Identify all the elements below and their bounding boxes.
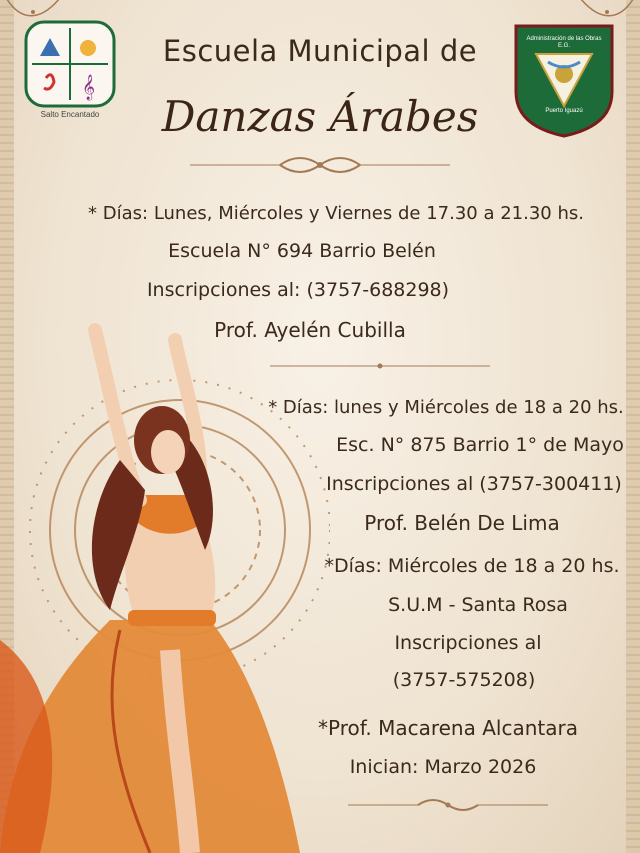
schedule-3-phone: (3757-575208) xyxy=(392,669,536,691)
shield-bottom-text: Puerto Iguazú xyxy=(545,108,583,114)
schedule-3-days: *Días: Miércoles de 18 a 20 hs. xyxy=(324,555,620,577)
schedule-3-teacher: *Prof. Macarena Alcantara xyxy=(318,716,578,740)
schedule-2-days: * Días: lunes y Miércoles de 18 a 20 hs. xyxy=(268,397,624,418)
shield-top-text: Administración de las Obras E.G. xyxy=(526,36,602,49)
corner-flourish-right xyxy=(570,0,640,24)
title-divider-ornament xyxy=(190,150,450,180)
schedule-1-place: Escuela N° 694 Barrio Belén xyxy=(168,240,436,262)
schedule-1-days: * Días: Lunes, Miércoles y Viernes de 17.30 a 21.30 hs. xyxy=(88,203,584,224)
svg-text:𝄞: 𝄞 xyxy=(82,75,96,100)
schedule-2-inscriptions: Inscripciones al (3757-300411) xyxy=(326,473,622,495)
schedule-1-teacher: Prof. Ayelén Cubilla xyxy=(214,318,406,342)
schedule-3-place: S.U.M - Santa Rosa xyxy=(388,594,568,616)
bottom-divider-ornament xyxy=(348,792,548,818)
page-title: Danzas Árabes xyxy=(161,92,479,141)
salto-encantado-logo xyxy=(22,18,118,122)
school-subtitle: Escuela Municipal de xyxy=(162,34,478,68)
schedule-3-inscriptions: Inscripciones al xyxy=(394,632,542,654)
schedule-2-teacher: Prof. Belén De Lima xyxy=(364,511,560,535)
schedule-1-inscriptions: Inscripciones al: (3757-688298) xyxy=(146,279,450,301)
schedule-2-place: Esc. N° 875 Barrio 1° de Mayo xyxy=(336,434,624,456)
belly-dancer-illustration xyxy=(0,310,330,853)
logo-caption: Salto Encantado xyxy=(40,110,100,119)
right-decorative-border xyxy=(626,0,640,853)
puerto-iguazu-shield-logo xyxy=(512,22,616,138)
start-date: Inician: Marzo 2026 xyxy=(349,756,537,778)
